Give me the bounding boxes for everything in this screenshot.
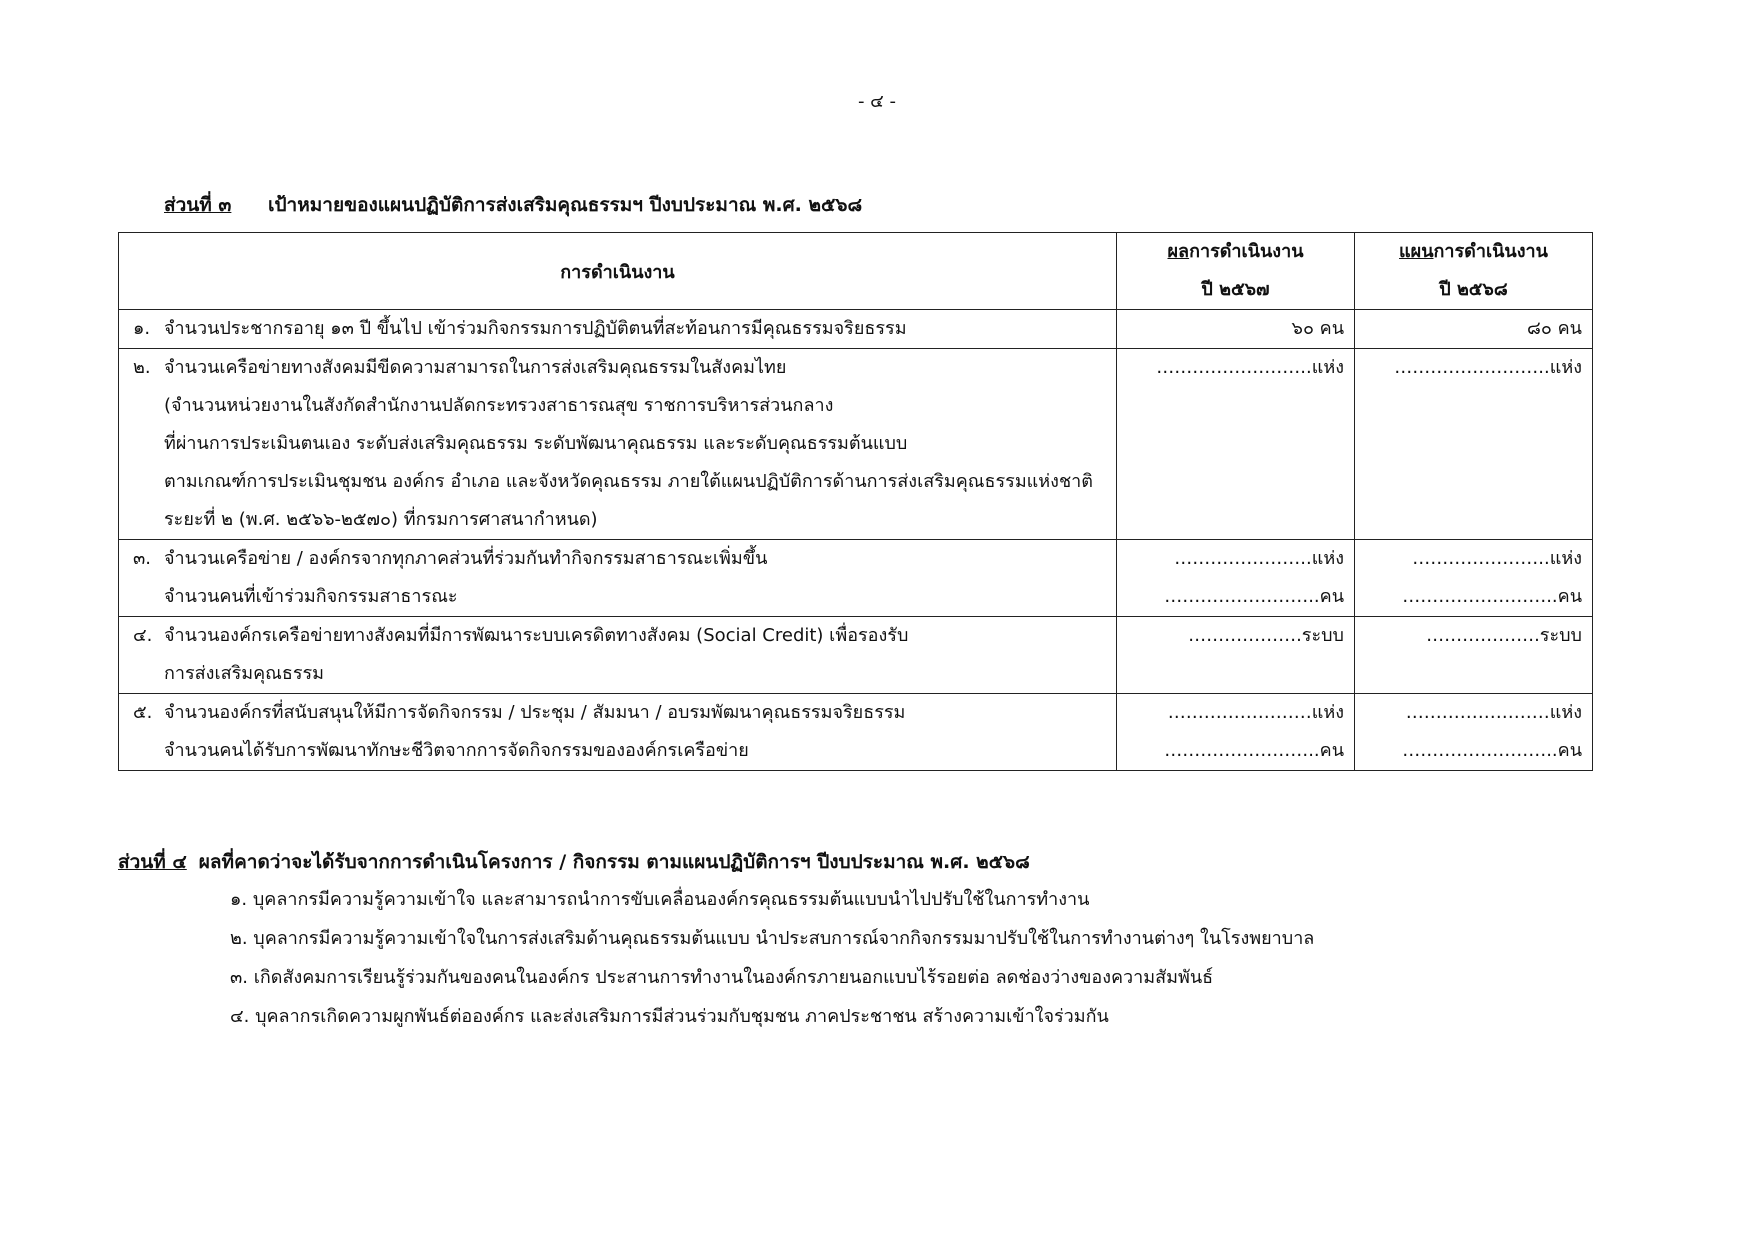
plan-value: ๘๐ คน	[1527, 318, 1582, 339]
section3-heading	[164, 190, 862, 220]
plan-2568-cell	[1355, 617, 1593, 694]
outcome-item: ๑. บุคลากรมีความรู้ความเข้าใจ และสามารถนำการขับเคลื่อนองค์กรคุณธรรมต้นแบบนำไปปรับใช้ในการทำงาน	[230, 889, 1090, 910]
result-2567-cell	[1117, 349, 1355, 540]
plan-value: ……………………..แห่ง	[1394, 357, 1582, 378]
item-text-continued: จำนวนคนได้รับการพัฒนาทักษะชีวิตจากการจัดกิจกรรมขององค์กรเครือข่าย	[164, 740, 749, 761]
result-value: ๖๐ คน	[1291, 318, 1344, 339]
item-text: จำนวนองค์กรที่สนับสนุนให้มีการจัดกิจกรรม / ประชุม / สัมมนา / อบรมพัฒนาคุณธรรมจริยธรรม	[164, 702, 906, 723]
plan-value: ……………………..คน	[1402, 586, 1582, 607]
item-number: ๓.	[133, 548, 152, 569]
outcome-item: ๓. เกิดสังคมการเรียนรู้ร่วมกันของคนในองค์กร ประสานการทำงานในองค์กรภายนอกแบบไร้รอยต่อ ลดช่องว่างของความสัมพันธ์	[230, 967, 1214, 988]
section4-heading	[118, 847, 1030, 877]
plan-value: …………………..แห่ง	[1412, 548, 1582, 569]
outcome-item: ๒. บุคลากรมีความรู้ความเข้าใจในการส่งเสริมด้านคุณธรรมต้นแบบ นำประสบการณ์จากกิจกรรมมาปรับใช้ในการทำงานต่างๆ ในโรงพยาบาล	[230, 928, 1315, 949]
plan-2568-cell	[1355, 310, 1593, 349]
item-text-continued: จำนวนคนที่เข้าร่วมกิจกรรมสาธารณะ	[164, 586, 458, 607]
item-number: ๕.	[133, 702, 153, 723]
result-2567-cell	[1117, 694, 1355, 771]
result-value: ……………………แห่ง	[1167, 702, 1344, 723]
plan-2568-cell	[1355, 349, 1593, 540]
item-number: ๒.	[133, 357, 151, 378]
outcome-item: ๔. บุคลากรเกิดความผูกพันธ์ต่อองค์กร และส่งเสริมการมีส่วนร่วมกับชุมชน ภาคประชาชน สร้างความเข้าใจร่วมกัน	[230, 1006, 1109, 1027]
table-row	[119, 310, 1593, 349]
item-text-continued: (จำนวนหน่วยงานในสังกัดสำนักงานปลัดกระทรวงสาธารณสุข ราชการบริหารส่วนกลาง	[164, 395, 834, 416]
result-value: ……………………..คน	[1164, 740, 1344, 761]
table-row	[119, 349, 1593, 540]
header-operation: การดำเนินงาน	[119, 233, 1117, 310]
plan-value: ……………….ระบบ	[1426, 625, 1582, 646]
item-text-continued: ที่ผ่านการประเมินตนเอง ระดับส่งเสริมคุณธรรม ระดับพัฒนาคุณธรรม และระดับคุณธรรมต้นแบบ	[164, 433, 908, 454]
item-text: จำนวนประชากรอายุ ๑๓ ปี ขึ้นไป เข้าร่วมกิจกรรมการปฏิบัติตนที่สะท้อนการมีคุณธรรมจริยธรรม	[164, 318, 907, 339]
result-value: …………………..แห่ง	[1174, 548, 1344, 569]
result-value: ……………….ระบบ	[1188, 625, 1344, 646]
item-number: ๑.	[133, 318, 151, 339]
table-row	[119, 540, 1593, 617]
result-2567-cell	[1117, 540, 1355, 617]
table-row	[119, 617, 1593, 694]
table-header-row	[119, 233, 1593, 310]
operation-cell	[119, 617, 1117, 694]
plan-value: ……………………..คน	[1402, 740, 1582, 761]
page-number: - ๔ -	[857, 91, 897, 112]
operation-cell	[119, 540, 1117, 617]
result-value: ……………………..แห่ง	[1156, 357, 1344, 378]
operation-cell	[119, 310, 1117, 349]
table-row	[119, 694, 1593, 771]
item-text: จำนวนเครือข่ายทางสังคมมีขีดความสามารถในการส่งเสริมคุณธรรมในสังคมไทย	[164, 357, 787, 378]
section4-title: ผลที่คาดว่าจะได้รับจากการดำเนินโครงการ / กิจกรรม ตามแผนปฏิบัติการฯ ปีงบประมาณ พ.ศ. ๒๕๖๘	[198, 851, 1030, 873]
plan-value: ……………………แห่ง	[1405, 702, 1582, 723]
operation-cell	[119, 349, 1117, 540]
item-text-continued: ตามเกณฑ์การประเมินชุมชน องค์กร อำเภอ และจังหวัดคุณธรรม ภายใต้แผนปฏิบัติการด้านการส่งเสริมคุณธรรมแห่งชาติ	[164, 471, 1093, 492]
section3-title: เป้าหมายของแผนปฏิบัติการส่งเสริมคุณธรรมฯ ปีงบประมาณ พ.ศ. ๒๕๖๘	[268, 194, 863, 216]
header-plan-2568: แผนการดำเนินงาน ปี ๒๕๖๘	[1355, 233, 1593, 310]
result-2567-cell	[1117, 617, 1355, 694]
operation-cell	[119, 694, 1117, 771]
section4-label: ส่วนที่ ๔	[118, 851, 187, 873]
item-number: ๔.	[133, 625, 153, 646]
plan-2568-cell	[1355, 540, 1593, 617]
result-value: ……………………..คน	[1164, 586, 1344, 607]
item-text-continued: การส่งเสริมคุณธรรม	[164, 663, 325, 684]
targets-table	[118, 232, 1593, 771]
item-text: จำนวนองค์กรเครือข่ายทางสังคมที่มีการพัฒนาระบบเครดิตทางสังคม (Social Credit) เพื่อรองรับ	[164, 625, 909, 646]
result-2567-cell	[1117, 310, 1355, 349]
item-text-continued: ระยะที่ ๒ (พ.ศ. ๒๕๖๖-๒๕๗๐) ที่กรมการศาสนากำหนด)	[164, 509, 598, 530]
section3-label: ส่วนที่ ๓	[164, 194, 232, 216]
header-result-2567: ผลการดำเนินงาน ปี ๒๕๖๗	[1117, 233, 1355, 310]
plan-2568-cell	[1355, 694, 1593, 771]
item-text: จำนวนเครือข่าย / องค์กรจากทุกภาคส่วนที่ร่วมกันทำกิจกรรมสาธารณะเพิ่มขึ้น	[164, 548, 768, 569]
expected-outcomes-list	[230, 880, 1314, 1036]
